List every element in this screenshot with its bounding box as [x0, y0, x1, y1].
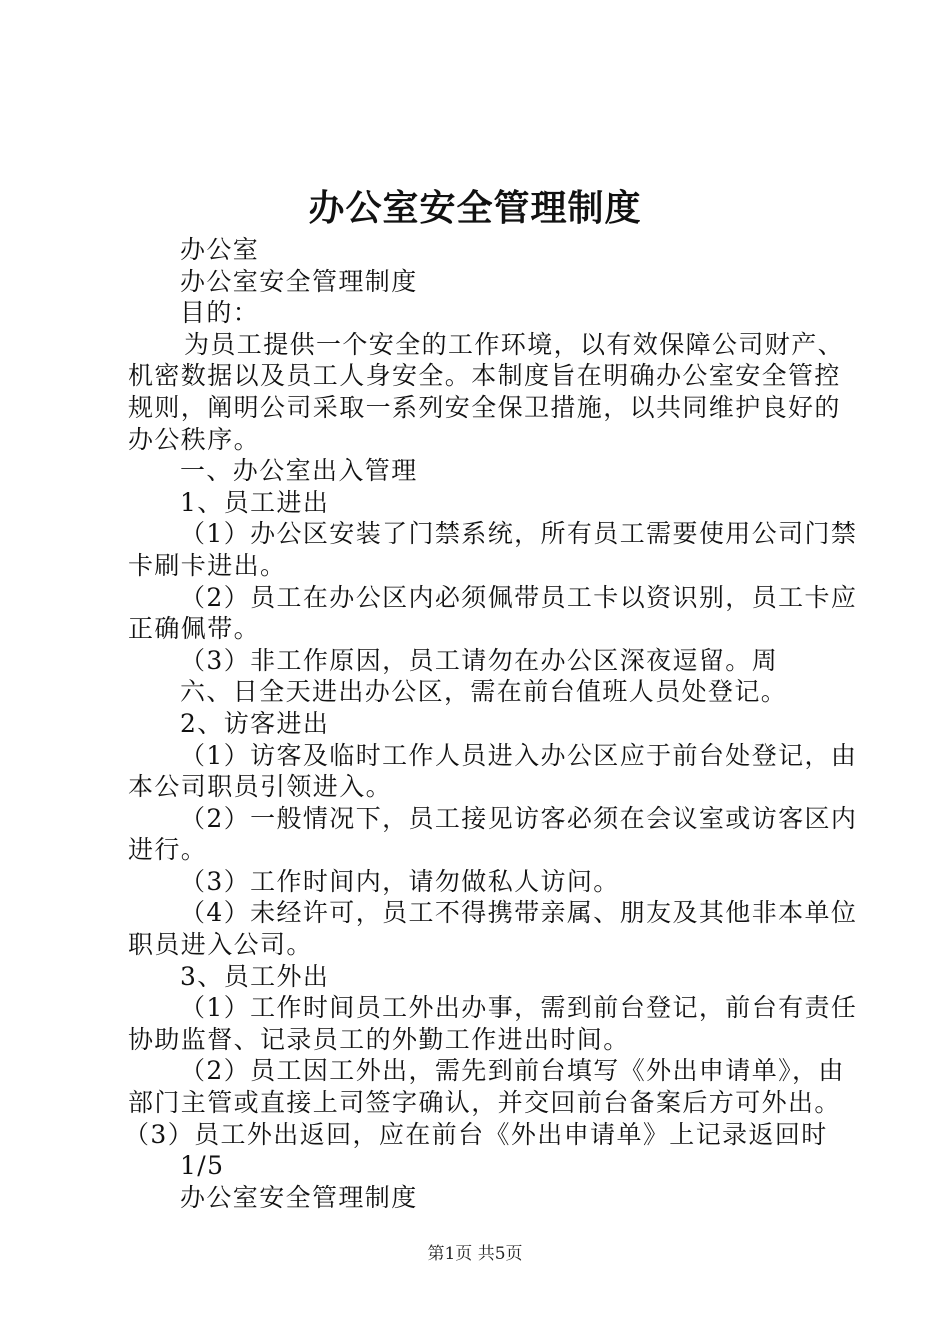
text-line: 协助监督、记录员工的外勤工作进出时间。 — [128, 1024, 630, 1054]
text-line: 办公室 — [180, 235, 260, 264]
text-line: （2）员工因工外出，需先到前台填写《外出申请单》，由 — [180, 1056, 845, 1086]
page-footer: 第1页 共5页 — [427, 1244, 523, 1264]
text-line: 六、日全天进出办公区，需在前台值班人员处登记。 — [180, 677, 788, 707]
text-line: （3）非工作原因，员工请勿在办公区深夜逗留。周 — [180, 645, 779, 675]
text-line: （2）员工在办公区内必须佩带员工卡以资识别，员工卡应 — [180, 582, 858, 612]
text-line: （2）一般情况下，员工接见访客必须在会议室或访客区内 — [180, 803, 858, 833]
text-line: （4）未经许可，员工不得携带亲属、朋友及其他非本单位 — [180, 898, 858, 928]
text-line: （1）访客及临时工作人员进入办公区应于前台处登记，由 — [180, 740, 858, 770]
text-line: 规则，阐明公司采取一系列安全保卫措施，以共同维护良好的 — [128, 392, 841, 422]
text-line: 卡刷卡进出。 — [128, 550, 287, 580]
text-line: 一、办公室出入管理 — [180, 456, 418, 486]
text-line: 目的： — [180, 298, 260, 328]
text-line: （1）工作时间员工外出办事，需到前台登记，前台有责任 — [180, 993, 858, 1023]
text-line: 3、员工外出 — [180, 961, 330, 991]
text-line: 进行。 — [128, 835, 208, 865]
document-body — [124, 234, 858, 1213]
text-line: 正确佩带。 — [128, 614, 261, 644]
text-line: （3）员工外出返回，应在前台《外出申请单》上记录返回时 — [124, 1119, 828, 1149]
text-line: 办公室安全管理制度 — [180, 266, 418, 296]
text-line: 本公司职员引领进入。 — [128, 772, 393, 802]
text-line: 机密数据以及员工人身安全。本制度旨在明确办公室安全管控 — [128, 361, 841, 391]
document-title: 办公室安全管理制度 — [308, 187, 642, 229]
text-line: （1）办公区安装了门禁系统，所有员工需要使用公司门禁 — [180, 519, 858, 549]
text-line: 1、员工进出 — [180, 487, 330, 517]
text-line: 职员进入公司。 — [128, 930, 313, 960]
text-line: （3）工作时间内，请勿做私人访问。 — [180, 866, 620, 896]
text-line: 为员工提供一个安全的工作环境，以有效保障公司财产、 — [184, 329, 845, 359]
text-line: 部门主管或直接上司签字确认，并交回前台备案后方可外出。 — [128, 1088, 841, 1118]
text-line: 办公室安全管理制度 — [180, 1182, 418, 1212]
text-line: 2、访客进出 — [180, 708, 330, 738]
page-marker: 1/5 — [180, 1151, 225, 1181]
text-line: 办公秩序。 — [128, 424, 261, 454]
